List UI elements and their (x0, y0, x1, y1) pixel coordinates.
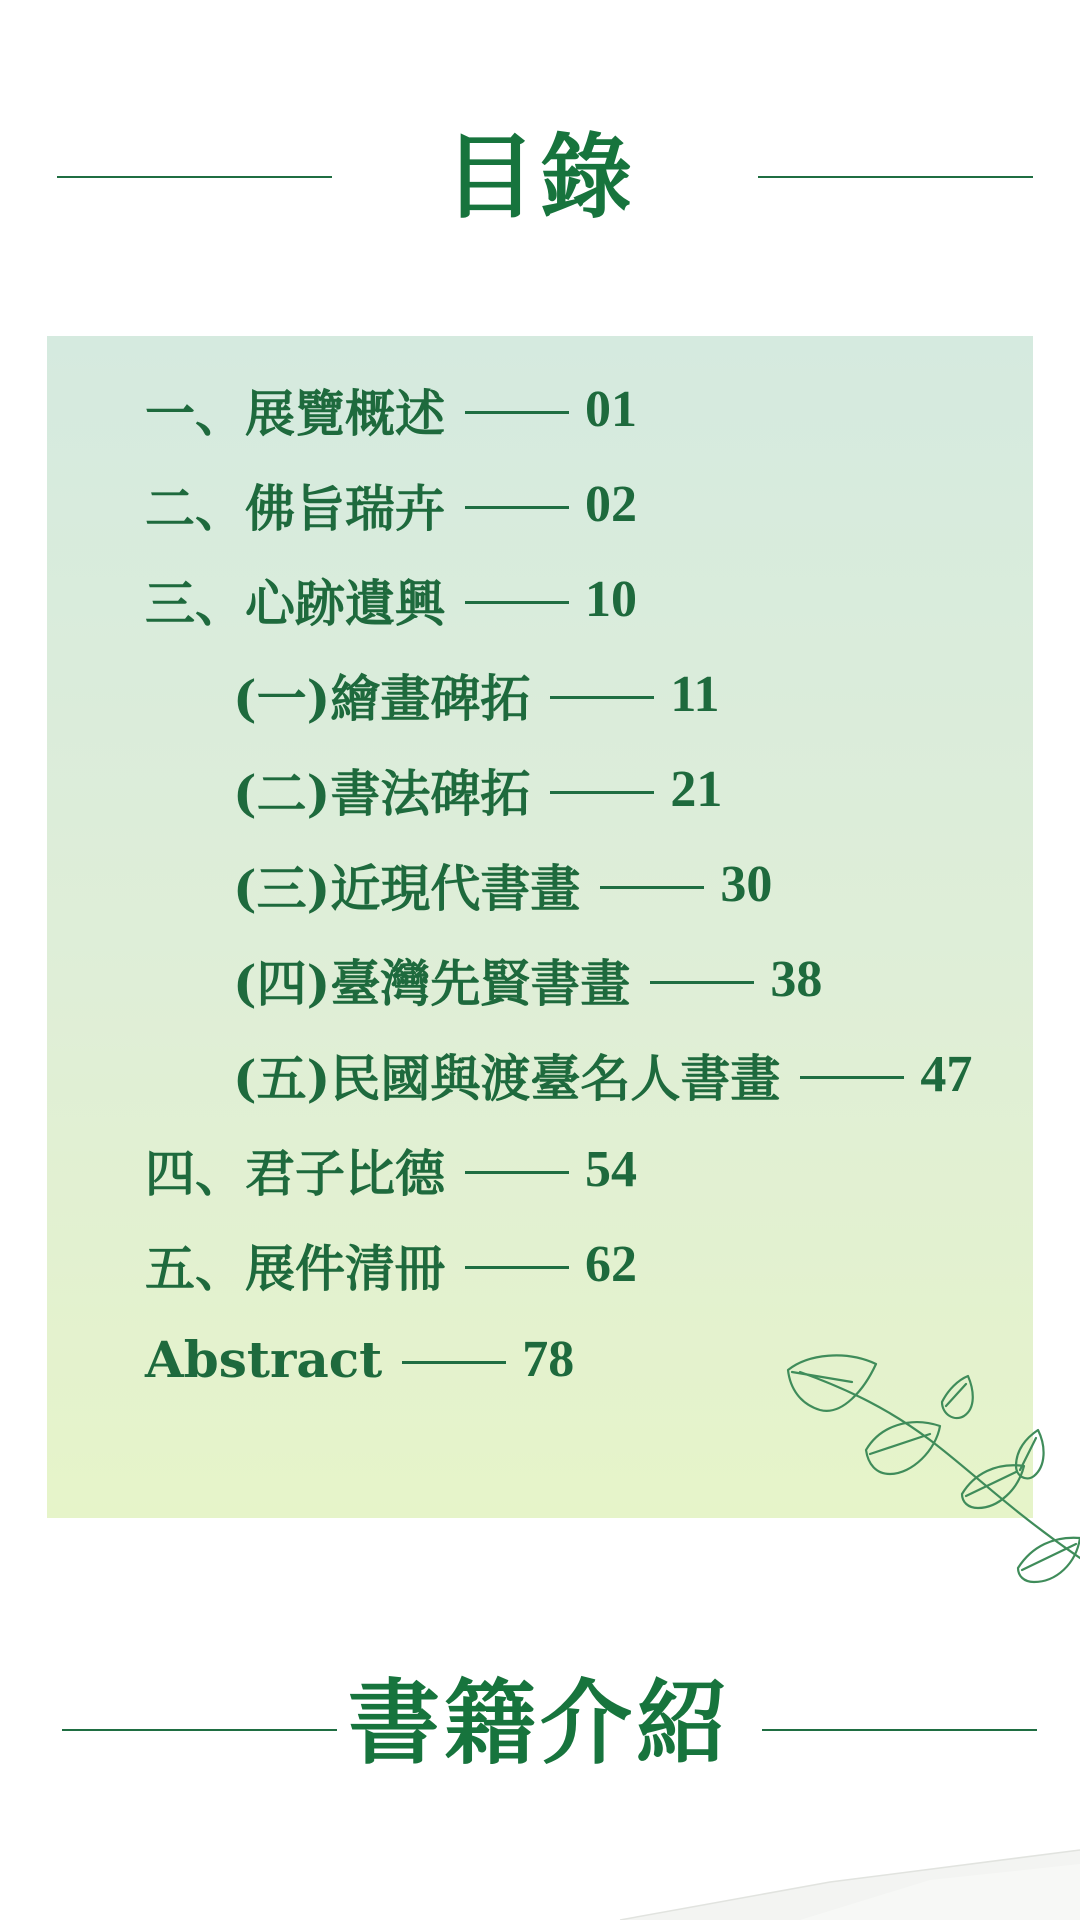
toc-entry-dash (402, 1361, 506, 1364)
toc-entry[interactable] (145, 362, 972, 457)
toc-entry-label: (五)民國與渡臺名人書畫 (233, 1048, 781, 1108)
toc-entry-page-number: 38 (770, 951, 823, 1008)
book-intro-title: 書籍介紹 (347, 1669, 732, 1777)
toc-title: 目錄 (443, 123, 636, 231)
toc-entry-label: 四、君子比德 (145, 1143, 445, 1203)
toc-entry-dash (550, 696, 654, 699)
toc-entry-dash (465, 601, 569, 604)
toc-entry-page-number: 54 (585, 1141, 637, 1198)
toc-entry-page-number: 01 (585, 381, 637, 438)
toc-entry[interactable] (145, 457, 972, 552)
toc-entry-page-number: 30 (720, 856, 773, 913)
toc-entry[interactable] (145, 837, 972, 932)
toc-entry[interactable] (145, 552, 972, 647)
toc-title-right-rule (758, 176, 1033, 178)
toc-entry-page-number: 21 (670, 761, 723, 818)
toc-title-left-rule (57, 176, 332, 178)
toc-list (145, 362, 972, 1407)
toc-entry-dash (800, 1076, 904, 1079)
toc-entry-dash (465, 506, 569, 509)
toc-entry-label: (一)繪畫碑拓 (233, 668, 531, 728)
toc-entry[interactable] (145, 1122, 972, 1217)
toc-entry-page-number: 78 (522, 1331, 575, 1388)
toc-entry[interactable] (145, 742, 972, 837)
toc-entry-dash (550, 791, 654, 794)
ivy-vine-icon (780, 1350, 1080, 1590)
book-image (600, 1840, 1080, 1920)
toc-entry-page-number: 47 (920, 1046, 973, 1103)
toc-entry-page-number: 11 (670, 666, 720, 723)
toc-entry[interactable] (145, 1027, 972, 1122)
toc-entry-label: 五、展件清冊 (145, 1238, 445, 1298)
book-title-right-rule (762, 1729, 1037, 1731)
toc-entry-dash (650, 981, 754, 984)
book-title-left-rule (62, 1729, 337, 1731)
toc-entry-label: Abstract (145, 1330, 383, 1389)
toc-entry-page-number: 62 (585, 1236, 637, 1293)
toc-entry-dash (465, 411, 569, 414)
toc-entry-label: 二、佛旨瑞卉 (145, 478, 445, 538)
toc-entry[interactable] (145, 647, 972, 742)
toc-entry-page-number: 10 (585, 571, 637, 628)
toc-entry-dash (465, 1266, 569, 1269)
toc-entry[interactable] (145, 1217, 972, 1312)
toc-entry-page-number: 02 (585, 476, 637, 533)
toc-entry-label: (三)近現代書畫 (233, 858, 581, 918)
toc-entry-dash (600, 886, 704, 889)
toc-entry-dash (465, 1171, 569, 1174)
toc-entry-label: (二)書法碑拓 (233, 763, 531, 823)
toc-entry-label: 三、心跡遺興 (145, 573, 445, 633)
toc-entry[interactable] (145, 932, 972, 1027)
toc-entry-label: 一、展覽概述 (145, 383, 445, 443)
toc-entry-label: (四)臺灣先賢書畫 (233, 953, 631, 1013)
